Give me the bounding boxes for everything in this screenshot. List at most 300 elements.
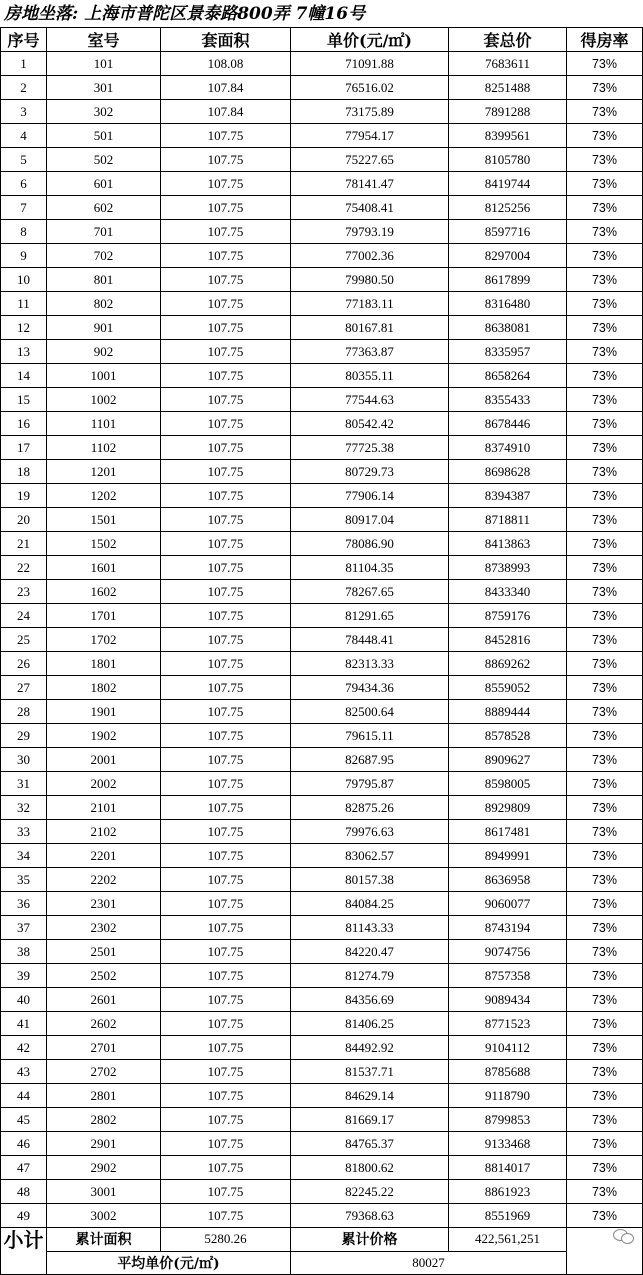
table-row <box>1 532 643 556</box>
total-price-cell: 9133468 <box>449 1132 567 1156</box>
table-row <box>1 628 643 652</box>
area-cell: 107.75 <box>161 580 291 604</box>
area-cell: 107.75 <box>161 316 291 340</box>
room-cell: 802 <box>47 292 161 316</box>
room-cell: 701 <box>47 220 161 244</box>
unit-price-cell: 80157.38 <box>291 868 449 892</box>
room-cell: 2501 <box>47 940 161 964</box>
table-row <box>1 484 643 508</box>
total-price-cell: 8452816 <box>449 628 567 652</box>
index-cell: 17 <box>1 436 47 460</box>
index-cell: 23 <box>1 580 47 604</box>
index-cell: 12 <box>1 316 47 340</box>
unit-price-cell: 75408.41 <box>291 196 449 220</box>
room-cell: 2101 <box>47 796 161 820</box>
room-cell: 1102 <box>47 436 161 460</box>
total-price-cell: 8738993 <box>449 556 567 580</box>
index-cell: 32 <box>1 796 47 820</box>
index-cell: 31 <box>1 772 47 796</box>
index-cell: 44 <box>1 1084 47 1108</box>
unit-price-cell: 71091.88 <box>291 52 449 76</box>
room-cell: 2202 <box>47 868 161 892</box>
efficiency-cell: 73% <box>567 436 643 460</box>
total-price-cell: 8617899 <box>449 268 567 292</box>
efficiency-cell: 73% <box>567 1108 643 1132</box>
avg-price-value: 80027 <box>291 1251 567 1275</box>
total-area-value: 5280.26 <box>161 1228 291 1252</box>
total-price-cell: 8799853 <box>449 1108 567 1132</box>
efficiency-cell: 73% <box>567 196 643 220</box>
index-cell: 3 <box>1 100 47 124</box>
area-cell: 107.75 <box>161 220 291 244</box>
col-header-efficiency: 得房率 <box>567 28 643 52</box>
index-cell: 40 <box>1 988 47 1012</box>
unit-price-cell: 77906.14 <box>291 484 449 508</box>
area-cell: 107.75 <box>161 1132 291 1156</box>
table-row <box>1 652 643 676</box>
area-cell: 107.75 <box>161 940 291 964</box>
price-table <box>0 27 643 1275</box>
area-cell: 107.75 <box>161 844 291 868</box>
room-cell: 2601 <box>47 988 161 1012</box>
room-cell: 2502 <box>47 964 161 988</box>
index-cell: 21 <box>1 532 47 556</box>
unit-price-cell: 77002.36 <box>291 244 449 268</box>
efficiency-cell: 73% <box>567 772 643 796</box>
table-row <box>1 844 643 868</box>
efficiency-cell: 73% <box>567 1132 643 1156</box>
efficiency-cell: 73% <box>567 52 643 76</box>
index-cell: 15 <box>1 388 47 412</box>
unit-price-cell: 84220.47 <box>291 940 449 964</box>
efficiency-cell: 73% <box>567 220 643 244</box>
total-price-cell: 8929809 <box>449 796 567 820</box>
unit-price-cell: 79976.63 <box>291 820 449 844</box>
room-cell: 1202 <box>47 484 161 508</box>
unit-price-cell: 77183.11 <box>291 292 449 316</box>
unit-price-cell: 80542.42 <box>291 412 449 436</box>
index-cell: 11 <box>1 292 47 316</box>
efficiency-cell: 73% <box>567 1180 643 1204</box>
total-price-cell: 8597716 <box>449 220 567 244</box>
efficiency-cell: 73% <box>567 1012 643 1036</box>
area-cell: 107.75 <box>161 652 291 676</box>
total-price-cell: 8433340 <box>449 580 567 604</box>
total-price-cell: 8814017 <box>449 1156 567 1180</box>
efficiency-cell: 73% <box>567 460 643 484</box>
unit-price-cell: 80355.11 <box>291 364 449 388</box>
unit-price-cell: 79795.87 <box>291 772 449 796</box>
efficiency-cell: 73% <box>567 172 643 196</box>
index-cell: 4 <box>1 124 47 148</box>
unit-price-cell: 75227.65 <box>291 148 449 172</box>
area-cell: 107.75 <box>161 772 291 796</box>
room-cell: 601 <box>47 172 161 196</box>
efficiency-cell: 73% <box>567 292 643 316</box>
index-cell: 30 <box>1 748 47 772</box>
total-price-cell: 8578528 <box>449 724 567 748</box>
index-cell: 48 <box>1 1180 47 1204</box>
table-row <box>1 892 643 916</box>
table-row <box>1 412 643 436</box>
room-cell: 1501 <box>47 508 161 532</box>
area-cell: 107.75 <box>161 484 291 508</box>
total-price-cell: 8617481 <box>449 820 567 844</box>
index-cell: 7 <box>1 196 47 220</box>
table-row <box>1 124 643 148</box>
unit-price-cell: 77954.17 <box>291 124 449 148</box>
table-row <box>1 508 643 532</box>
efficiency-cell: 73% <box>567 820 643 844</box>
room-cell: 1702 <box>47 628 161 652</box>
total-price-cell: 8598005 <box>449 772 567 796</box>
total-price-cell: 8413863 <box>449 532 567 556</box>
total-price-cell: 8861923 <box>449 1180 567 1204</box>
area-cell: 107.75 <box>161 1204 291 1228</box>
room-cell: 3001 <box>47 1180 161 1204</box>
table-row <box>1 172 643 196</box>
total-price-cell: 8374910 <box>449 436 567 460</box>
index-cell: 49 <box>1 1204 47 1228</box>
table-row <box>1 220 643 244</box>
area-cell: 107.75 <box>161 508 291 532</box>
index-cell: 18 <box>1 460 47 484</box>
table-row <box>1 388 643 412</box>
unit-price-cell: 81274.79 <box>291 964 449 988</box>
area-cell: 108.08 <box>161 52 291 76</box>
unit-price-cell: 82687.95 <box>291 748 449 772</box>
table-row <box>1 1156 643 1180</box>
area-cell: 107.75 <box>161 268 291 292</box>
area-cell: 107.84 <box>161 76 291 100</box>
room-cell: 2002 <box>47 772 161 796</box>
index-cell: 39 <box>1 964 47 988</box>
room-cell: 2302 <box>47 916 161 940</box>
table-row <box>1 604 643 628</box>
room-cell: 101 <box>47 52 161 76</box>
index-cell: 9 <box>1 244 47 268</box>
table-row <box>1 436 643 460</box>
area-cell: 107.75 <box>161 796 291 820</box>
efficiency-cell: 73% <box>567 484 643 508</box>
total-price-cell: 8335957 <box>449 340 567 364</box>
unit-price-cell: 80729.73 <box>291 460 449 484</box>
efficiency-cell: 73% <box>567 940 643 964</box>
area-cell: 107.75 <box>161 988 291 1012</box>
unit-price-cell: 78141.47 <box>291 172 449 196</box>
index-cell: 20 <box>1 508 47 532</box>
total-price-cell: 8125256 <box>449 196 567 220</box>
room-cell: 2901 <box>47 1132 161 1156</box>
area-cell: 107.75 <box>161 748 291 772</box>
total-price-cell: 8559052 <box>449 676 567 700</box>
total-price-cell: 9089434 <box>449 988 567 1012</box>
total-price-cell: 8638081 <box>449 316 567 340</box>
unit-price-cell: 84629.14 <box>291 1084 449 1108</box>
room-cell: 702 <box>47 244 161 268</box>
unit-price-cell: 84765.37 <box>291 1132 449 1156</box>
room-cell: 1901 <box>47 700 161 724</box>
total-price-cell: 9118790 <box>449 1084 567 1108</box>
area-cell: 107.75 <box>161 436 291 460</box>
efficiency-cell: 73% <box>567 412 643 436</box>
unit-price-cell: 79793.19 <box>291 220 449 244</box>
table-row <box>1 52 643 76</box>
subtotal-label: 小计 <box>1 1228 47 1275</box>
header-row <box>1 28 643 52</box>
efficiency-cell: 73% <box>567 268 643 292</box>
unit-price-cell: 82500.64 <box>291 700 449 724</box>
unit-price-cell: 82245.22 <box>291 1180 449 1204</box>
total-price-cell: 8757358 <box>449 964 567 988</box>
index-cell: 14 <box>1 364 47 388</box>
table-row <box>1 196 643 220</box>
index-cell: 33 <box>1 820 47 844</box>
index-cell: 35 <box>1 868 47 892</box>
room-cell: 2701 <box>47 1036 161 1060</box>
total-price-cell: 7683611 <box>449 52 567 76</box>
efficiency-cell: 73% <box>567 556 643 580</box>
index-cell: 19 <box>1 484 47 508</box>
room-cell: 1502 <box>47 532 161 556</box>
table-row <box>1 580 643 604</box>
total-price-cell: 8105780 <box>449 148 567 172</box>
efficiency-cell: 73% <box>567 796 643 820</box>
unit-price-cell: 78448.41 <box>291 628 449 652</box>
room-cell: 1001 <box>47 364 161 388</box>
table-row <box>1 748 643 772</box>
table-row <box>1 1060 643 1084</box>
efficiency-cell: 73% <box>567 1084 643 1108</box>
total-price-cell: 8394387 <box>449 484 567 508</box>
table-row <box>1 772 643 796</box>
area-cell: 107.75 <box>161 532 291 556</box>
table-row <box>1 988 643 1012</box>
room-cell: 1902 <box>47 724 161 748</box>
area-cell: 107.75 <box>161 556 291 580</box>
efficiency-cell: 73% <box>567 628 643 652</box>
index-cell: 2 <box>1 76 47 100</box>
room-cell: 2802 <box>47 1108 161 1132</box>
unit-price-cell: 77725.38 <box>291 436 449 460</box>
total-price-cell: 8743194 <box>449 916 567 940</box>
table-row <box>1 1132 643 1156</box>
efficiency-cell: 73% <box>567 76 643 100</box>
unit-price-cell: 81291.65 <box>291 604 449 628</box>
efficiency-cell: 73% <box>567 868 643 892</box>
unit-price-cell: 80917.04 <box>291 508 449 532</box>
col-header-unit-price: 单价(元/㎡) <box>291 28 449 52</box>
room-cell: 2801 <box>47 1084 161 1108</box>
unit-price-cell: 81104.35 <box>291 556 449 580</box>
area-cell: 107.75 <box>161 388 291 412</box>
index-cell: 36 <box>1 892 47 916</box>
area-cell: 107.75 <box>161 1036 291 1060</box>
area-cell: 107.75 <box>161 196 291 220</box>
room-cell: 1701 <box>47 604 161 628</box>
total-price-cell: 8718811 <box>449 508 567 532</box>
area-cell: 107.75 <box>161 628 291 652</box>
room-cell: 302 <box>47 100 161 124</box>
table-row <box>1 676 643 700</box>
total-price-cell: 9074756 <box>449 940 567 964</box>
subtotal-row <box>1 1228 643 1252</box>
area-cell: 107.75 <box>161 964 291 988</box>
index-cell: 13 <box>1 340 47 364</box>
efficiency-cell: 73% <box>567 1036 643 1060</box>
index-cell: 22 <box>1 556 47 580</box>
room-cell: 902 <box>47 340 161 364</box>
area-cell: 107.75 <box>161 340 291 364</box>
room-cell: 502 <box>47 148 161 172</box>
table-row <box>1 268 643 292</box>
efficiency-cell: 73% <box>567 964 643 988</box>
unit-price-cell: 77363.87 <box>291 340 449 364</box>
total-price-cell: 8399561 <box>449 124 567 148</box>
index-cell: 10 <box>1 268 47 292</box>
area-cell: 107.75 <box>161 676 291 700</box>
table-row <box>1 364 643 388</box>
table-row <box>1 700 643 724</box>
total-price-cell: 8316480 <box>449 292 567 316</box>
area-cell: 107.75 <box>161 868 291 892</box>
unit-price-cell: 84356.69 <box>291 988 449 1012</box>
table-row <box>1 940 643 964</box>
unit-price-cell: 84492.92 <box>291 1036 449 1060</box>
index-cell: 43 <box>1 1060 47 1084</box>
unit-price-cell: 83062.57 <box>291 844 449 868</box>
room-cell: 301 <box>47 76 161 100</box>
room-cell: 1201 <box>47 460 161 484</box>
total-price-cell: 8658264 <box>449 364 567 388</box>
index-cell: 16 <box>1 412 47 436</box>
efficiency-cell: 73% <box>567 244 643 268</box>
efficiency-cell: 73% <box>567 340 643 364</box>
area-cell: 107.75 <box>161 412 291 436</box>
unit-price-cell: 81537.71 <box>291 1060 449 1084</box>
total-price-cell: 8419744 <box>449 172 567 196</box>
efficiency-cell: 73% <box>567 388 643 412</box>
index-cell: 29 <box>1 724 47 748</box>
room-cell: 1802 <box>47 676 161 700</box>
unit-price-cell: 77544.63 <box>291 388 449 412</box>
unit-price-cell: 84084.25 <box>291 892 449 916</box>
total-price-cell: 8909627 <box>449 748 567 772</box>
index-cell: 6 <box>1 172 47 196</box>
col-header-room: 室号 <box>47 28 161 52</box>
total-area-label: 累计面积 <box>47 1228 161 1252</box>
index-cell: 45 <box>1 1108 47 1132</box>
index-cell: 26 <box>1 652 47 676</box>
efficiency-cell: 73% <box>567 916 643 940</box>
index-cell: 24 <box>1 604 47 628</box>
unit-price-cell: 79434.36 <box>291 676 449 700</box>
index-cell: 28 <box>1 700 47 724</box>
area-cell: 107.75 <box>161 292 291 316</box>
index-cell: 38 <box>1 940 47 964</box>
area-cell: 107.75 <box>161 892 291 916</box>
total-price-cell: 8678446 <box>449 412 567 436</box>
table-row <box>1 316 643 340</box>
efficiency-cell: 73% <box>567 988 643 1012</box>
area-cell: 107.75 <box>161 460 291 484</box>
efficiency-cell: 73% <box>567 652 643 676</box>
average-row <box>1 1251 643 1275</box>
index-cell: 42 <box>1 1036 47 1060</box>
area-cell: 107.75 <box>161 820 291 844</box>
efficiency-cell: 73% <box>567 532 643 556</box>
efficiency-cell: 73% <box>567 1156 643 1180</box>
efficiency-cell: 73% <box>567 100 643 124</box>
area-cell: 107.75 <box>161 124 291 148</box>
total-price-value: 422,561,251 <box>449 1228 567 1252</box>
total-price-cell: 8355433 <box>449 388 567 412</box>
area-cell: 107.75 <box>161 604 291 628</box>
efficiency-cell: 73% <box>567 124 643 148</box>
index-cell: 5 <box>1 148 47 172</box>
room-cell: 1101 <box>47 412 161 436</box>
index-cell: 46 <box>1 1132 47 1156</box>
efficiency-cell: 73% <box>567 364 643 388</box>
efficiency-cell: 73% <box>567 892 643 916</box>
room-cell: 2201 <box>47 844 161 868</box>
area-cell: 107.75 <box>161 1156 291 1180</box>
table-row <box>1 820 643 844</box>
total-price-cell: 8251488 <box>449 76 567 100</box>
area-cell: 107.75 <box>161 244 291 268</box>
room-cell: 1602 <box>47 580 161 604</box>
table-row <box>1 148 643 172</box>
total-price-cell: 7891288 <box>449 100 567 124</box>
unit-price-cell: 82313.33 <box>291 652 449 676</box>
unit-price-cell: 81669.17 <box>291 1108 449 1132</box>
area-cell: 107.84 <box>161 100 291 124</box>
total-price-cell: 8785688 <box>449 1060 567 1084</box>
col-header-area: 套面积 <box>161 28 291 52</box>
total-price-cell: 8869262 <box>449 652 567 676</box>
efficiency-cell: 73% <box>567 844 643 868</box>
table-row <box>1 1180 643 1204</box>
index-cell: 1 <box>1 52 47 76</box>
area-cell: 107.75 <box>161 1108 291 1132</box>
area-cell: 107.75 <box>161 1060 291 1084</box>
table-row <box>1 556 643 580</box>
room-cell: 1601 <box>47 556 161 580</box>
index-cell: 47 <box>1 1156 47 1180</box>
efficiency-cell: 73% <box>567 1204 643 1228</box>
table-row <box>1 1204 643 1228</box>
room-cell: 2902 <box>47 1156 161 1180</box>
area-cell: 107.75 <box>161 148 291 172</box>
area-cell: 107.75 <box>161 724 291 748</box>
room-cell: 2702 <box>47 1060 161 1084</box>
table-row <box>1 724 643 748</box>
page-title: 房地坐落: 上海市普陀区景泰路800弄 7幢16号 <box>4 4 366 24</box>
table-row <box>1 76 643 100</box>
unit-price-cell: 79615.11 <box>291 724 449 748</box>
total-price-cell: 9104112 <box>449 1036 567 1060</box>
room-cell: 2602 <box>47 1012 161 1036</box>
unit-price-cell: 73175.89 <box>291 100 449 124</box>
efficiency-cell: 73% <box>567 508 643 532</box>
total-price-cell: 8759176 <box>449 604 567 628</box>
index-cell: 34 <box>1 844 47 868</box>
index-cell: 37 <box>1 916 47 940</box>
table-row <box>1 868 643 892</box>
area-cell: 107.75 <box>161 364 291 388</box>
efficiency-cell: 73% <box>567 148 643 172</box>
efficiency-cell: 73% <box>567 724 643 748</box>
